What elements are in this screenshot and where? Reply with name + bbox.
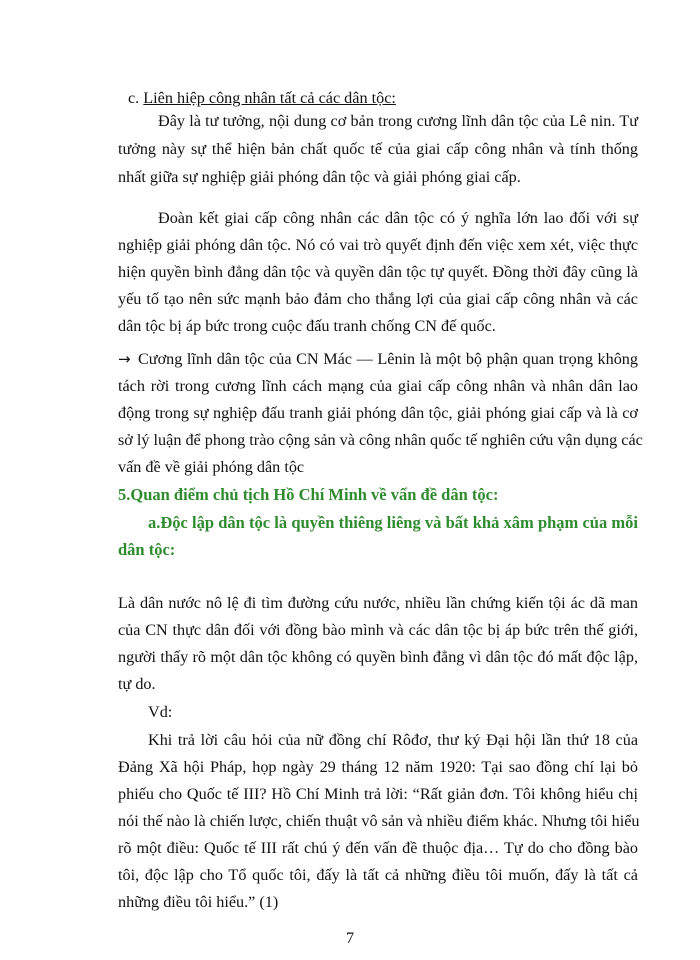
para4-line: Là dân nước nô lệ đi tìm đường cứu nước, nhiều lần chứng kiến tội ác dã man xyxy=(118,593,638,612)
para4-line: tự do. xyxy=(118,674,156,693)
para2-line: Đoàn kết giai cấp công nhân các dân tộc có ý nghĩa lớn lao đối với sự xyxy=(158,208,638,227)
para5-line: nói thế nào là chiến lược, chiến thuật vô sản và nhiều điểm khác. Nhưng tôi hiểu xyxy=(118,811,640,830)
section-c-title: Liên hiệp công nhân tất cả các dân tộc: xyxy=(143,89,396,107)
heading-5: 5.Quan điểm chủ tịch Hồ Chí Minh về vấn đề dân tộc: xyxy=(118,484,499,504)
para3-line: sở lý luận để phong trào cộng sản và công nhân quốc tế nghiên cứu vận dụng các xyxy=(118,430,643,449)
right-arrow-icon: → xyxy=(118,349,131,368)
section-c-label: c. xyxy=(128,89,140,107)
para3-first-line xyxy=(118,349,638,369)
para1-line: tưởng này sự thể hiện bản chất quốc tế của giai cấp công nhân và tính thống xyxy=(118,140,638,159)
para5-line: những điều tôi hiểu.” (1) xyxy=(118,892,279,911)
para3-line: động trong sự nghiệp đấu tranh giải phóng dân tộc, giải phóng giai cấp và là cơ xyxy=(118,403,638,422)
para3-line: tách rời trong cương lĩnh cách mạng của giai cấp công nhân và nhân dân lao xyxy=(118,376,638,395)
para5-line: rõ một điều: Quốc tế III rất chú ý đến vấn đề thuộc địa… Tự do cho đồng bào xyxy=(118,838,638,857)
para4-line: của CN thực dân đối với đồng bào mình và các dân tộc bị áp bức trên thế giới, xyxy=(118,620,638,639)
para1-line: nhất giữa sự nghiệp giải phóng dân tộc và giải phóng giai cấp. xyxy=(118,168,521,187)
vd-label: Vd: xyxy=(148,702,173,721)
para2-line: hiện quyền bình đẳng dân tộc và quyền dân tộc tự quyết. Đồng thời đây cũng là xyxy=(118,262,638,281)
para5-line: tôi, độc lập cho Tổ quốc tôi, đấy là tất cả những điều tôi muốn, đấy là tất cả xyxy=(118,865,638,884)
para3-line: Cương lĩnh dân tộc của CN Mác — Lênin là một bộ phận quan trọng không xyxy=(138,349,638,368)
para2-line: yếu tố tạo nên sức mạnh bảo đảm cho thắng lợi của giai cấp công nhân và các xyxy=(118,289,638,308)
heading-a-line: dân tộc: xyxy=(118,539,176,559)
heading-a-line: a.Độc lập dân tộc là quyền thiêng liêng và bất khả xâm phạm của mỗi xyxy=(148,512,638,532)
para2-line: nghiệp giải phóng dân tộc. Nó có vai trò quyết định đến việc xem xét, việc thực xyxy=(118,235,638,254)
para3-line: vấn đề về giải phóng dân tộc xyxy=(118,457,305,476)
page-number: 7 xyxy=(346,930,354,947)
para5-line: Đảng Xã hội Pháp, họp ngày 29 tháng 12 năm 1920: Tại sao đồng chí lại bỏ xyxy=(118,757,638,776)
para4-line: người thấy rõ một dân tộc không có quyền bình đẳng vì dân tộc đó mất độc lập, xyxy=(118,647,638,666)
para2-line: dân tộc bị áp bức trong cuộc đấu tranh chống CN đế quốc. xyxy=(118,316,496,335)
section-c-heading xyxy=(128,88,648,108)
para1-line: Đây là tư tưởng, nội dung cơ bản trong cương lĩnh dân tộc của Lê nin. Tư xyxy=(158,112,638,131)
para5-line: phiếu cho Quốc tế III? Hồ Chí Minh trả lời: “Rất giản đơn. Tôi không hiểu chị xyxy=(118,784,638,803)
para5-line: Khi trả lời câu hỏi của nữ đồng chí Rôđơ, thư ký Đại hội lần thứ 18 của xyxy=(148,730,638,749)
